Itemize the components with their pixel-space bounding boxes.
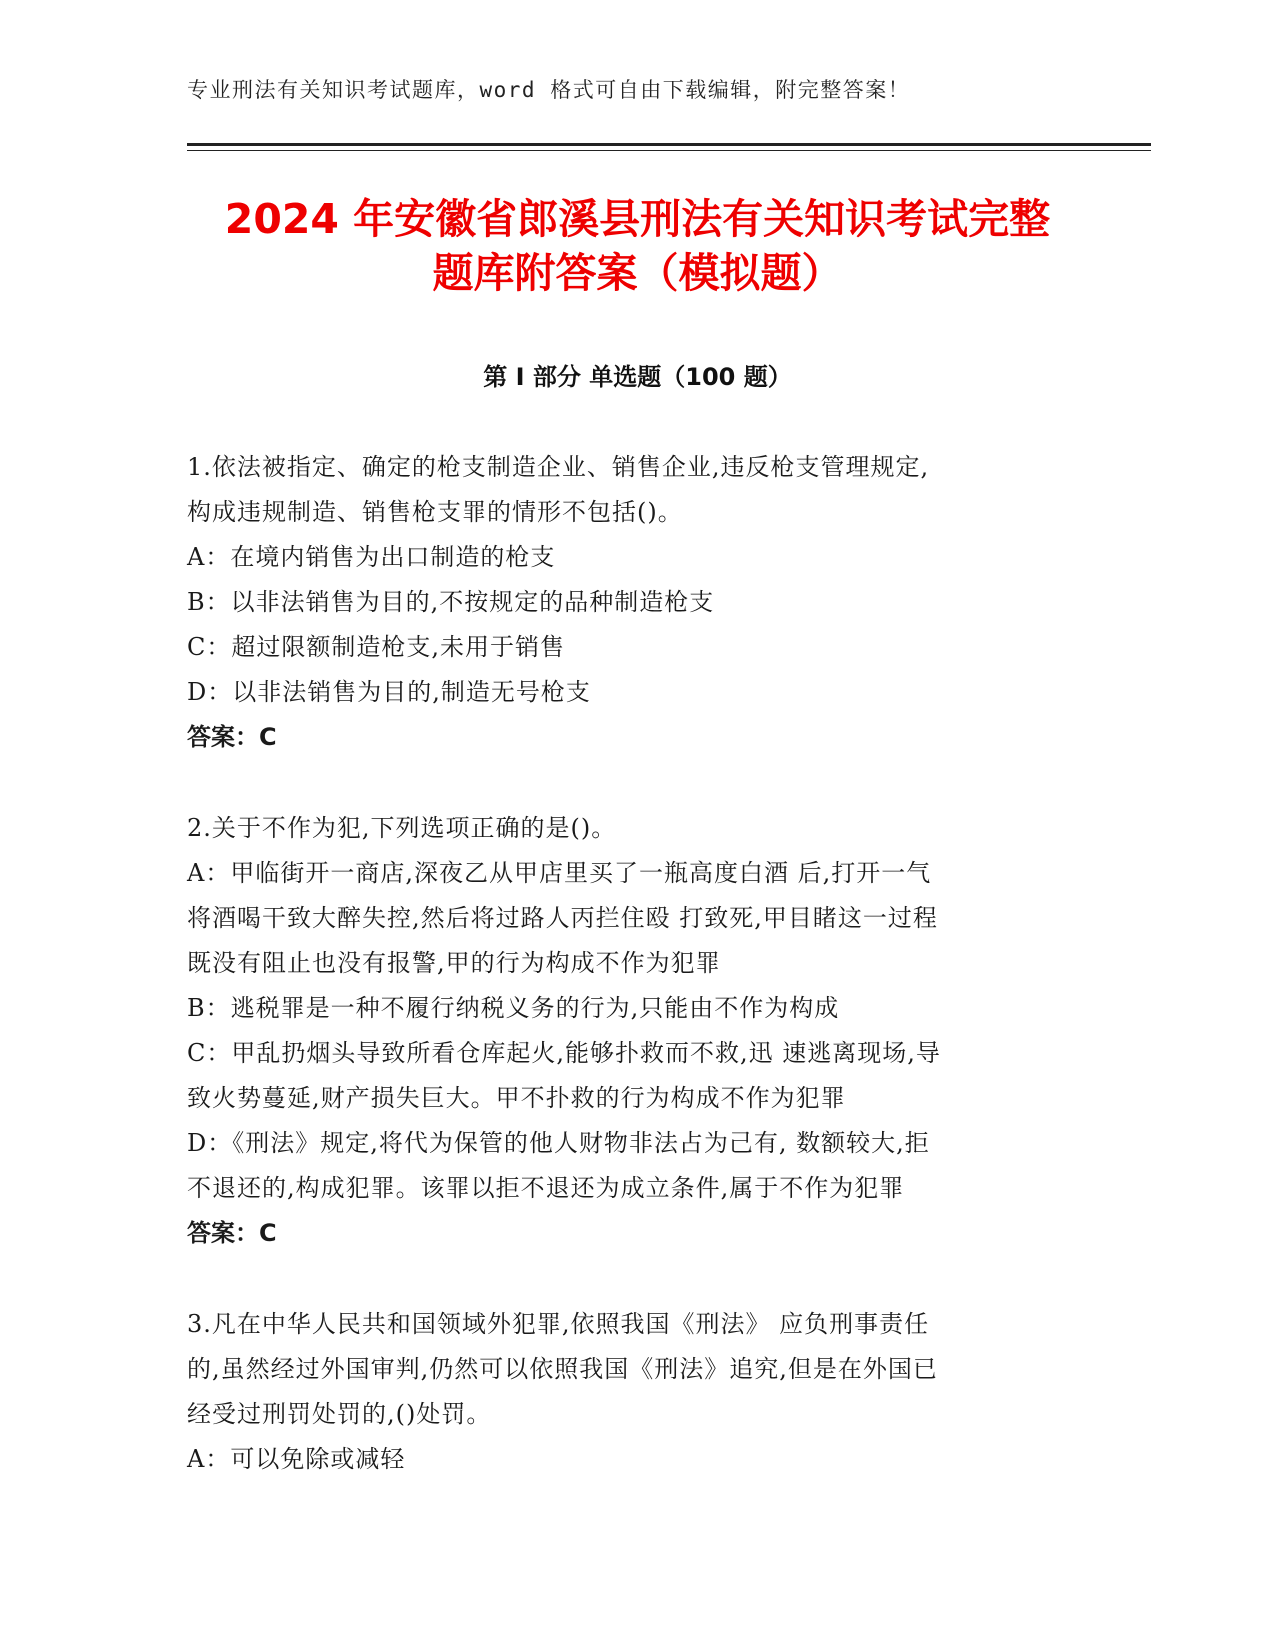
option-line: B：逃税罪是一种不履行纳税义务的行为,只能由不作为构成: [187, 994, 840, 1022]
option-line: B：以非法销售为目的,不按规定的品种制造枪支: [187, 588, 715, 616]
question-stem-line: 的,虽然经过外国审判,仍然可以依照我国《刑法》追究,但是在外国已: [187, 1355, 938, 1383]
header-rule-thick: [187, 143, 1151, 146]
option-line: C：甲乱扔烟头导致所看仓库起火,能够扑救而不救,迅 速逃离现场,导: [187, 1039, 941, 1067]
option-line: A：可以免除或减轻: [187, 1445, 406, 1473]
header-note: 专业刑法有关知识考试题库，word 格式可自由下载编辑，附完整答案！: [187, 78, 911, 102]
option-line: D：《刑法》规定,将代为保管的他人财物非法占为己有, 数额较大,拒: [187, 1129, 930, 1157]
question-stem-line: 构成违规制造、销售枪支罪的情形不包括()。: [187, 498, 683, 526]
option-line: C：超过限额制造枪支,未用于销售: [187, 633, 565, 661]
option-line: 不退还的,构成犯罪。该罪以拒不退还为成立条件,属于不作为犯罪: [187, 1174, 905, 1202]
question-block: [187, 1302, 1077, 1482]
title-line-1: 2024 年安徽省郎溪县刑法有关知识考试完整: [224, 195, 1051, 243]
question-block: [187, 445, 1077, 760]
option-line: 致火势蔓延,财产损失巨大。甲不扑救的行为构成不作为犯罪: [187, 1084, 846, 1112]
answer-line: 答案：C: [187, 723, 277, 751]
question-stem-line: 经受过刑罚处罚的,()处罚。: [187, 1400, 492, 1428]
answer-line: 答案：C: [187, 1219, 277, 1247]
option-line: 将酒喝干致大醉失控,然后将过路人丙拦住殴 打致死,甲目睹这一过程: [187, 904, 938, 932]
option-line: 既没有阻止也没有报警,甲的行为构成不作为犯罪: [187, 949, 721, 977]
question-stem-line: 3.凡在中华人民共和国领域外犯罪,依照我国《刑法》 应负刑事责任: [187, 1310, 930, 1338]
section-heading: 第 I 部分 单选题（100 题）: [483, 363, 792, 391]
question-list: [187, 445, 1077, 1528]
question-stem-line: 1.依法被指定、确定的枪支制造企业、销售企业,违反枪支管理规定,: [187, 453, 930, 481]
document-title: [150, 192, 1125, 300]
option-line: D：以非法销售为目的,制造无号枪支: [187, 678, 591, 706]
header-rule-thin: [187, 150, 1151, 151]
question-stem-line: 2.关于不作为犯,下列选项正确的是()。: [187, 814, 617, 842]
option-line: A：甲临街开一商店,深夜乙从甲店里买了一瓶高度白酒 后,打开一气: [187, 859, 932, 887]
title-line-2: 题库附答案（模拟题）: [432, 249, 843, 297]
option-line: A：在境内销售为出口制造的枪支: [187, 543, 556, 571]
question-block: [187, 806, 1077, 1256]
